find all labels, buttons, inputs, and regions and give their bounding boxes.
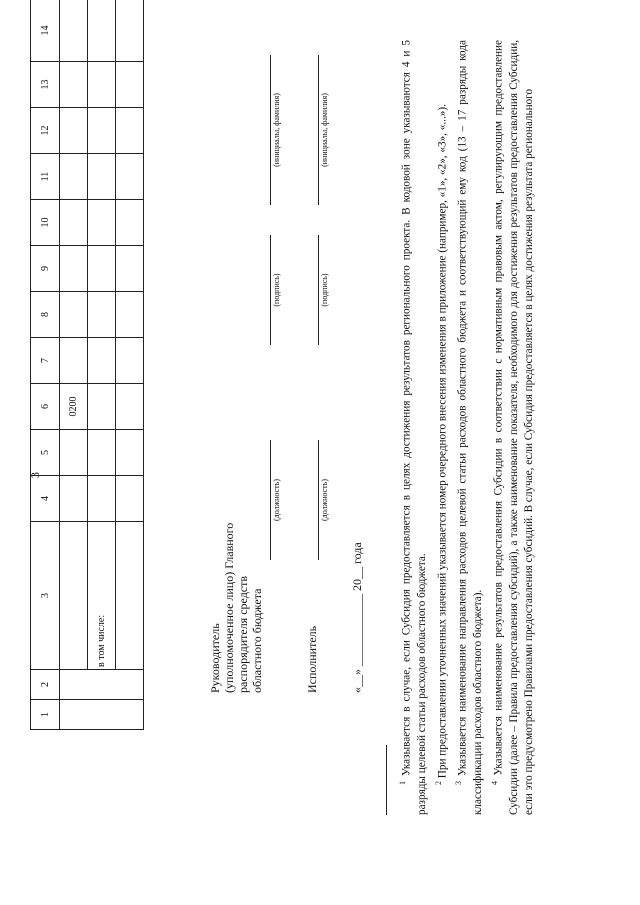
table-cell xyxy=(60,430,88,476)
table-cell xyxy=(116,292,144,338)
col-header: 8 xyxy=(31,292,60,338)
table-cell xyxy=(116,108,144,154)
table-cell xyxy=(116,338,144,384)
position-line xyxy=(270,440,271,560)
caption-position: (должность) xyxy=(320,479,329,521)
table-cell xyxy=(116,0,144,62)
table-cell xyxy=(116,246,144,292)
col-header: 5 xyxy=(31,430,60,476)
col-header: 9 xyxy=(31,246,60,292)
table-header-row xyxy=(31,0,60,730)
table-row xyxy=(116,0,144,730)
table-cell xyxy=(116,62,144,108)
table-cell xyxy=(116,522,144,670)
table-cell xyxy=(116,384,144,430)
table-cell xyxy=(88,292,116,338)
col-header: 12 xyxy=(31,108,60,154)
caption-name: (инициалы, фамилия) xyxy=(272,93,281,167)
table-cell: 0200 xyxy=(60,384,88,430)
col-header: 13 xyxy=(31,62,60,108)
table-cell xyxy=(88,62,116,108)
table-cell xyxy=(60,700,144,730)
report-table xyxy=(30,0,144,730)
table-cell xyxy=(60,154,88,200)
table-cell xyxy=(88,246,116,292)
col-header: 1 xyxy=(31,700,60,730)
table-cell xyxy=(88,338,116,384)
col-header: 7 xyxy=(31,338,60,384)
executor-label: Исполнитель xyxy=(305,625,319,693)
table-cell xyxy=(88,154,116,200)
signature-line xyxy=(318,235,319,345)
table-cell xyxy=(88,476,116,522)
footnote-4: $^4$ Указывается наименование результатов предоставления Субсидии в соответствии с нормативным правовым актом, регулирующим предоставление Субсидии (далее – Правила предоставления субсидий), а также наименование показателя, необходимого для достижения результатов предоставления Субсидии, если это предусмотрено Правилами предоставления субсидий. В случае, если Субсидия предоставляется в целях достижения результата регионального xyxy=(489,40,536,815)
col-header: 11 xyxy=(31,154,60,200)
table-cell xyxy=(60,246,88,292)
caption-signature: (подпись) xyxy=(272,273,281,307)
caption-signature: (подпись) xyxy=(320,273,329,307)
caption-position: (должность) xyxy=(272,479,281,521)
table-row xyxy=(88,0,116,730)
caption-name: (инициалы, фамилия) xyxy=(320,93,329,167)
signature-line xyxy=(270,235,271,345)
table-cell xyxy=(116,200,144,246)
col-header: 6 xyxy=(31,384,60,430)
col-header: 3 xyxy=(31,522,60,670)
table-cell xyxy=(116,154,144,200)
table-cell xyxy=(116,430,144,476)
table-cell xyxy=(88,200,116,246)
position-line xyxy=(318,440,319,560)
table-cell xyxy=(60,62,88,108)
table-cell xyxy=(88,430,116,476)
table-cell xyxy=(88,108,116,154)
table-cell xyxy=(60,338,88,384)
footnote-1: $^1$ Указывается в случае, если Субсидия предоставляется в целях достижения результатов регионального проекта. В кодовой зоне указываются 4 и 5 разряды целевой статьи расходов областного бюджета. xyxy=(398,40,429,815)
name-line xyxy=(270,55,271,205)
col-header: 4 xyxy=(31,476,60,522)
footnote-rule xyxy=(386,745,387,815)
footnote-3: $^3$ Указывается наименование направления расходов целевой статьи расходов областного бюджета и соответствующий ему код (13 – 17 разряды кода классификации расходов областного бюджета). xyxy=(453,40,485,815)
col-header: 10 xyxy=(31,200,60,246)
table-cell: в том числе: xyxy=(88,522,116,670)
table-cell xyxy=(88,0,116,62)
table-cell xyxy=(60,670,144,700)
table-cell xyxy=(60,476,88,522)
table-cell xyxy=(60,108,88,154)
table-cell xyxy=(116,476,144,522)
table-cell xyxy=(60,200,88,246)
table-cell xyxy=(60,522,88,670)
table-cell xyxy=(88,384,116,430)
name-line xyxy=(318,55,319,205)
table-cell xyxy=(60,292,88,338)
table-row xyxy=(60,0,88,730)
page-number: 3 xyxy=(28,472,42,478)
footnotes xyxy=(395,40,538,815)
footnote-2: $^2$ При предоставлении уточненных значений указывается номер очередного внесения изменения в приложение (например, «1», «2», «3», «...»). xyxy=(433,104,449,785)
head-label: Руководитель (уполномоченное лицо) Главного распорядителя средств областного бюджета xyxy=(208,522,264,693)
table-cell xyxy=(60,0,88,62)
col-header: 14 xyxy=(31,0,60,62)
date-line: «__» ____________ 20__ года xyxy=(350,542,364,693)
col-header: 2 xyxy=(31,670,60,700)
